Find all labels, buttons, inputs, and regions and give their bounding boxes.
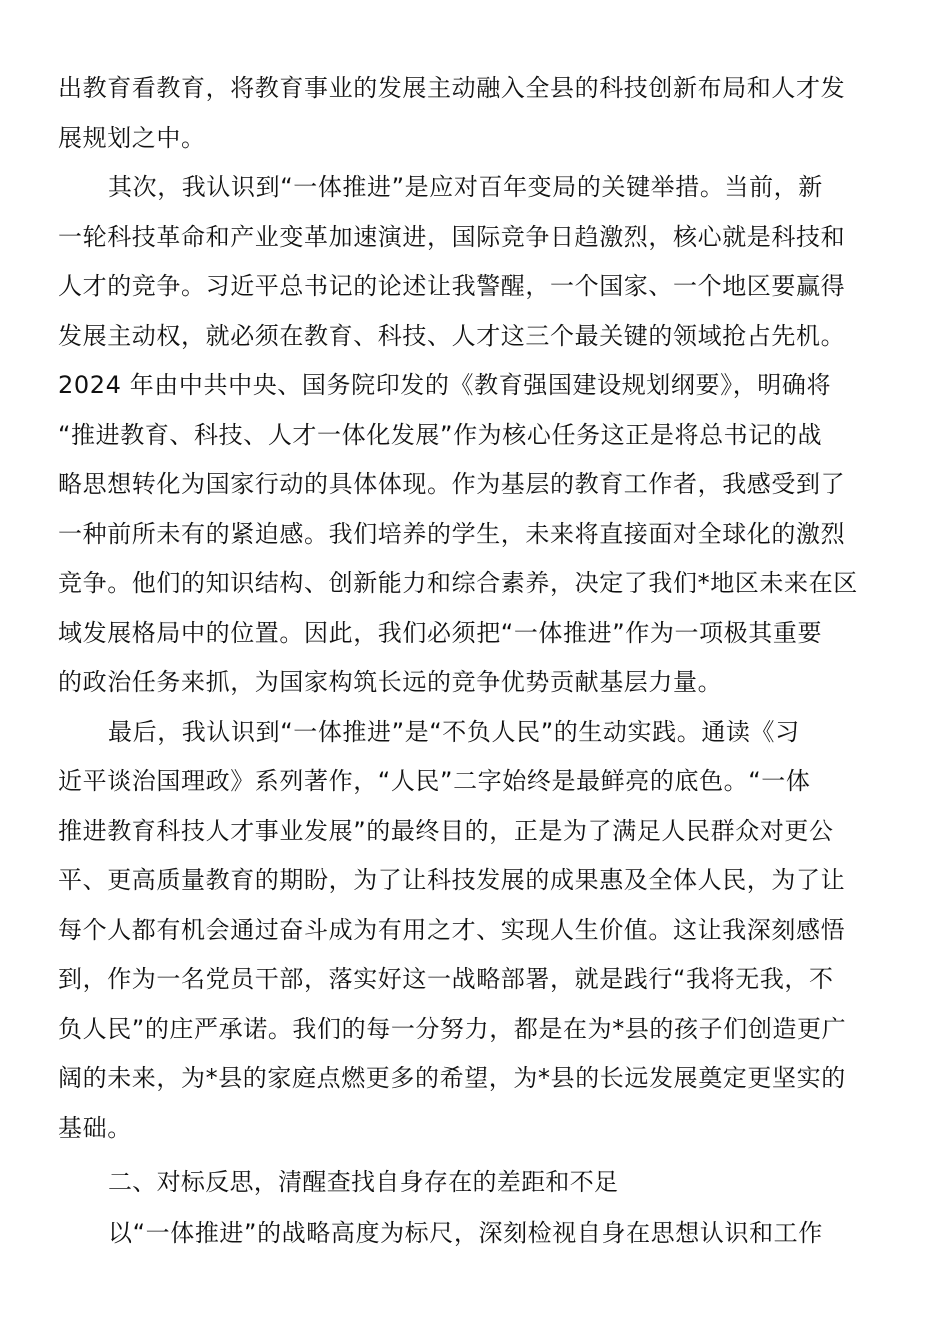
paragraph-start-line: 以“一体推进”的战略高度为标尺，深刻检视自身在思想认识和工作 xyxy=(108,1219,823,1247)
paragraph-line: 2024 年由中共中央、国务院印发的《教育强国建设规划纲要》，明确将 xyxy=(58,371,832,399)
paragraph-line: 发展主动权，就必须在教育、科技、人才这三个最关键的领域抢占先机。 xyxy=(58,322,846,350)
paragraph-line: 到，作为一名党员干部，落实好这一战略部署，就是践行“我将无我，不 xyxy=(58,965,834,993)
paragraph-line: 负人民”的庄严承诺。我们的每一分努力，都是在为*县的孩子们创造更广 xyxy=(58,1015,847,1043)
paragraph-start-line: 其次，我认识到“一体推进”是应对百年变局的关键举措。当前，新 xyxy=(108,173,823,201)
paragraph-line: 略思想转化为国家行动的具体体现。作为基层的教育工作者，我感受到了 xyxy=(58,470,846,498)
paragraph-line: 平、更高质量教育的期盼，为了让科技发展的成果惠及全体人民，为了让 xyxy=(58,866,846,894)
paragraph-line: 每个人都有机会通过奋斗成为有用之才、实现人生价值。这让我深刻感悟 xyxy=(58,916,846,944)
paragraph-line: 展规划之中。 xyxy=(58,124,206,152)
paragraph-line: 推进教育科技人才事业发展”的最终目的，正是为了满足人民群众对更公 xyxy=(58,817,834,845)
paragraph-line: 域发展格局中的位置。因此，我们必须把“一体推进”作为一项极其重要 xyxy=(58,619,823,647)
paragraph-line: 阔的未来，为*县的家庭点燃更多的希望，为*县的长远发展奠定更坚实的 xyxy=(58,1064,846,1092)
paragraph-line: 竞争。他们的知识结构、创新能力和综合素养，决定了我们*地区未来在区 xyxy=(58,569,858,597)
section-heading: 二、对标反思，清醒查找自身存在的差距和不足 xyxy=(108,1168,619,1196)
paragraph-line: 近平谈治国理政》系列著作，“人民”二字始终是最鲜亮的底色。“一体 xyxy=(58,767,811,795)
paragraph-line: “推进教育、科技、人才一体化发展”作为核心任务这正是将总书记的战 xyxy=(58,421,823,449)
paragraph-line: 人才的竞争。习近平总书记的论述让我警醒，一个国家、一个地区要赢得 xyxy=(58,272,846,300)
paragraph-line: 的政治任务来抓，为国家构筑长远的竞争优势贡献基层力量。 xyxy=(58,668,723,696)
paragraph-line: 一种前所未有的紧迫感。我们培养的学生，未来将直接面对全球化的激烈 xyxy=(58,520,846,548)
paragraph-line: 基础。 xyxy=(58,1114,132,1142)
paragraph-line: 一轮科技革命和产业变革加速演进，国际竞争日趋激烈，核心就是科技和 xyxy=(58,223,846,251)
paragraph-start-line: 最后，我认识到“一体推进”是“不负人民”的生动实践。通读《习 xyxy=(108,718,800,746)
paragraph-line: 出教育看教育，将教育事业的发展主动融入全县的科技创新布局和人才发 xyxy=(58,74,846,102)
